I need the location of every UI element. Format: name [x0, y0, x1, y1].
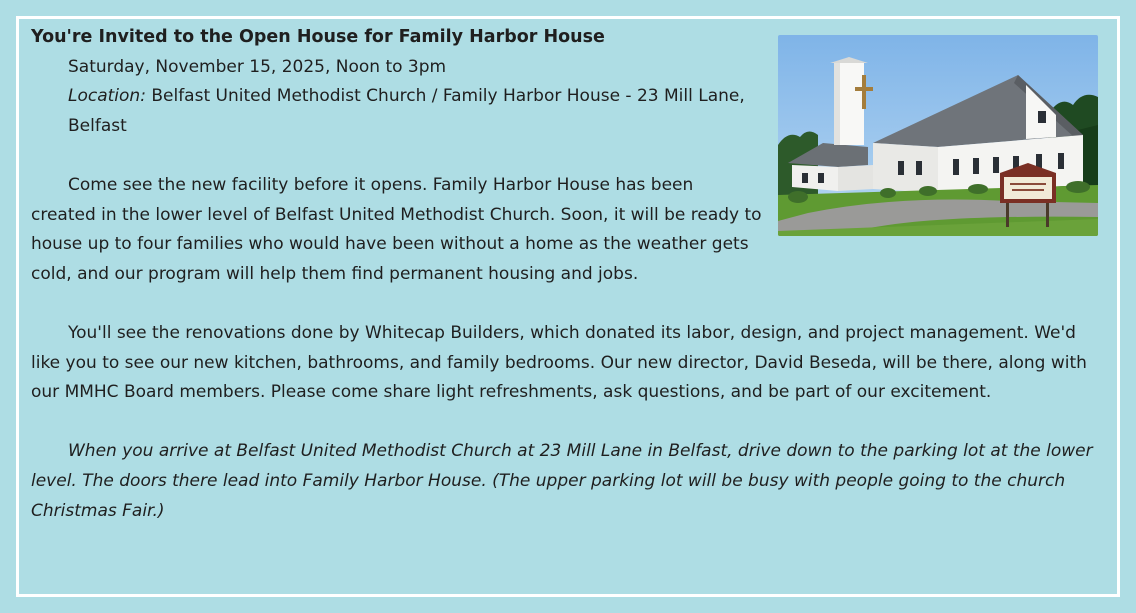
spacer [31, 408, 1101, 438]
invitation-title: You're Invited to the Open House for Family Harbor House [31, 27, 605, 47]
paragraph-intro: Come see the new facility before it opens. Family Harbor House has been created in the lower level of Belfast United Methodist Church. Soon, it will be ready to house up to four families who would have been without a home as the weather gets cold, and our program will help them find permanent housing and jobs. [31, 174, 762, 284]
church-photo [778, 35, 1098, 236]
spacer [31, 289, 1101, 319]
invitation-frame [16, 16, 1120, 597]
location-text: Belfast United Methodist Church / Family Harbor House - 23 Mill Lane, Belfast [68, 86, 745, 136]
paragraph-renovations: You'll see the renovations done by Whitecap Builders, which donated its labor, design, and project management. We'd like you to see our new kitchen, bathrooms, and family bedrooms. Our new director, David Beseda, will be there, along with our MMHC Board members. Please come share light refreshments, ask questions, and be part of our excitement. [31, 322, 1087, 403]
location-label: Location: [68, 86, 146, 107]
invitation-content [31, 23, 1101, 526]
paragraph-directions: When you arrive at Belfast United Methodist Church at 23 Mill Lane in Belfast, drive down to the parking lot at the lower level. The doors there lead into Family Harbor House. (The upper parking lot will be busy with people going to the church Christmas Fair.) [31, 441, 1093, 521]
event-date: Saturday, November 15, 2025, Noon to 3pm [68, 56, 447, 77]
church-photo-image [778, 35, 1098, 236]
